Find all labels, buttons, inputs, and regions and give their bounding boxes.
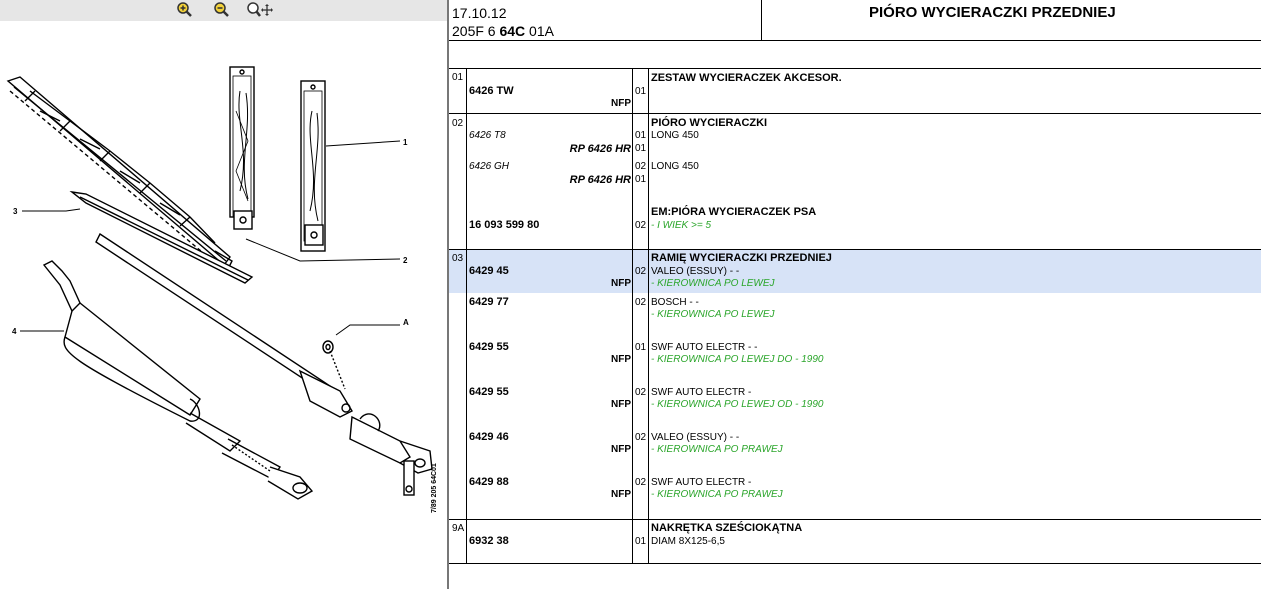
callout-4: 4 (12, 327, 17, 336)
row-index: 02 (452, 118, 464, 129)
row-divider (449, 519, 1261, 520)
row-title: NAKRĘTKA SZEŚCIOKĄTNA (651, 522, 803, 534)
replacement-ref[interactable]: RP 6426 HR (569, 174, 631, 186)
zoom-pan-icon[interactable] (245, 1, 273, 19)
code-suffix: 01A (525, 23, 554, 39)
row-index: 9A (452, 523, 465, 534)
diagram-stamp: 7/89 205 64C01 (431, 463, 438, 513)
row-index: 01 (452, 72, 464, 83)
zoom-toolbar (0, 0, 447, 21)
part-desc: VALEO (ESSUY) - - (651, 266, 740, 277)
table-top-line (449, 68, 1261, 69)
part-ref[interactable]: 6429 55 (469, 341, 509, 353)
zoom-in-icon[interactable] (174, 1, 196, 19)
part-desc: SWF AUTO ELECTR - (651, 387, 752, 398)
callout-2: 2 (403, 256, 408, 265)
callout-3: 3 (13, 207, 18, 216)
header-divider (761, 0, 762, 40)
selected-row-highlight (449, 250, 1261, 293)
part-ref[interactable]: 6426 GH (469, 161, 510, 172)
parts-diagram (0, 21, 447, 589)
nfp-flag: NFP (611, 354, 631, 365)
part-ref[interactable]: 6426 TW (469, 85, 514, 97)
part-desc: SWF AUTO ELECTR - (651, 477, 752, 488)
part-ref[interactable]: 6429 88 (469, 476, 509, 488)
part-note: - KIEROWNICA PO LEWEJ DO - 1990 (651, 354, 824, 365)
qty: 01 (635, 130, 647, 141)
qty: 01 (635, 342, 647, 353)
arm-rod-drawing (96, 234, 432, 495)
qty: 02 (635, 266, 647, 277)
callout-a: A (403, 318, 409, 327)
blade-package-drawing (230, 67, 325, 251)
row-divider (449, 113, 1261, 114)
col-line-2 (632, 68, 633, 563)
qty: 01 (635, 86, 647, 97)
nfp-flag: NFP (611, 489, 631, 500)
row-title: RAMIĘ WYCIERACZKI PRZEDNIEJ (651, 252, 832, 264)
part-desc: LONG 450 (651, 130, 699, 141)
part-note: - KIEROWNICA PO LEWEJ OD - 1990 (651, 399, 824, 410)
table-bottom-line (449, 563, 1261, 564)
part-desc: SWF AUTO ELECTR - - (651, 342, 758, 353)
part-ref[interactable]: 16 093 599 80 (469, 219, 540, 231)
nfp-flag: NFP (611, 444, 631, 455)
col-line-3 (648, 68, 649, 563)
page-title: PIÓRO WYCIERACZKI PRZEDNIEJ (869, 4, 1116, 21)
code-prefix: 205F 6 (452, 23, 500, 39)
row-title: PIÓRO WYCIERACZKI (651, 117, 768, 129)
part-note: - KIEROWNICA PO PRAWEJ (651, 444, 783, 455)
hex-nut-drawing (323, 341, 345, 389)
nfp-flag: NFP (611, 278, 631, 289)
qty: 01 (635, 143, 647, 154)
row-title: ZESTAW WYCIERACZEK AKCESOR. (651, 72, 842, 84)
part-ref[interactable]: 6429 77 (469, 296, 509, 308)
qty: 02 (635, 387, 647, 398)
part-ref[interactable]: 6429 55 (469, 386, 509, 398)
col-line-1 (466, 68, 467, 563)
part-ref[interactable]: 6429 45 (469, 265, 509, 277)
part-desc: LONG 450 (651, 161, 699, 172)
part-note: - KIEROWNICA PO LEWEJ (651, 278, 775, 289)
header-date: 17.10.12 (452, 5, 507, 21)
zoom-out-icon[interactable] (211, 1, 233, 19)
qty: 02 (635, 297, 647, 308)
header-code (452, 23, 554, 39)
part-note: - KIEROWNICA PO LEWEJ (651, 309, 775, 320)
code-bold: 64C (499, 23, 526, 39)
part-desc: DIAM 8X125-6,5 (651, 536, 725, 547)
nfp-flag: NFP (611, 98, 631, 109)
replacement-ref[interactable]: RP 6426 HR (569, 143, 631, 155)
qty: 01 (635, 536, 647, 547)
part-desc: BOSCH - - (651, 297, 699, 308)
nfp-flag: NFP (611, 399, 631, 410)
qty: 02 (635, 432, 647, 443)
qty: 01 (635, 174, 647, 185)
wiper-blade-drawing (8, 77, 232, 269)
part-ref[interactable]: 6932 38 (469, 535, 509, 547)
parts-list-panel (449, 0, 1261, 589)
qty: 02 (635, 161, 647, 172)
part-ref[interactable]: 6429 46 (469, 431, 509, 443)
diagram-panel (0, 0, 447, 589)
row-divider (449, 249, 1261, 250)
part-note: - KIEROWNICA PO PRAWEJ (651, 489, 783, 500)
em-title: EM:PIÓRA WYCIERACZEK PSA (651, 206, 817, 218)
header-bottom-line (449, 40, 1261, 41)
part-ref[interactable]: 6426 T8 (469, 130, 506, 141)
qty: 02 (635, 220, 647, 231)
qty: 02 (635, 477, 647, 488)
part-desc: VALEO (ESSUY) - - (651, 432, 740, 443)
row-index: 03 (452, 253, 464, 264)
part-note: - I WIEK >= 5 (651, 220, 712, 231)
callout-1: 1 (403, 138, 408, 147)
